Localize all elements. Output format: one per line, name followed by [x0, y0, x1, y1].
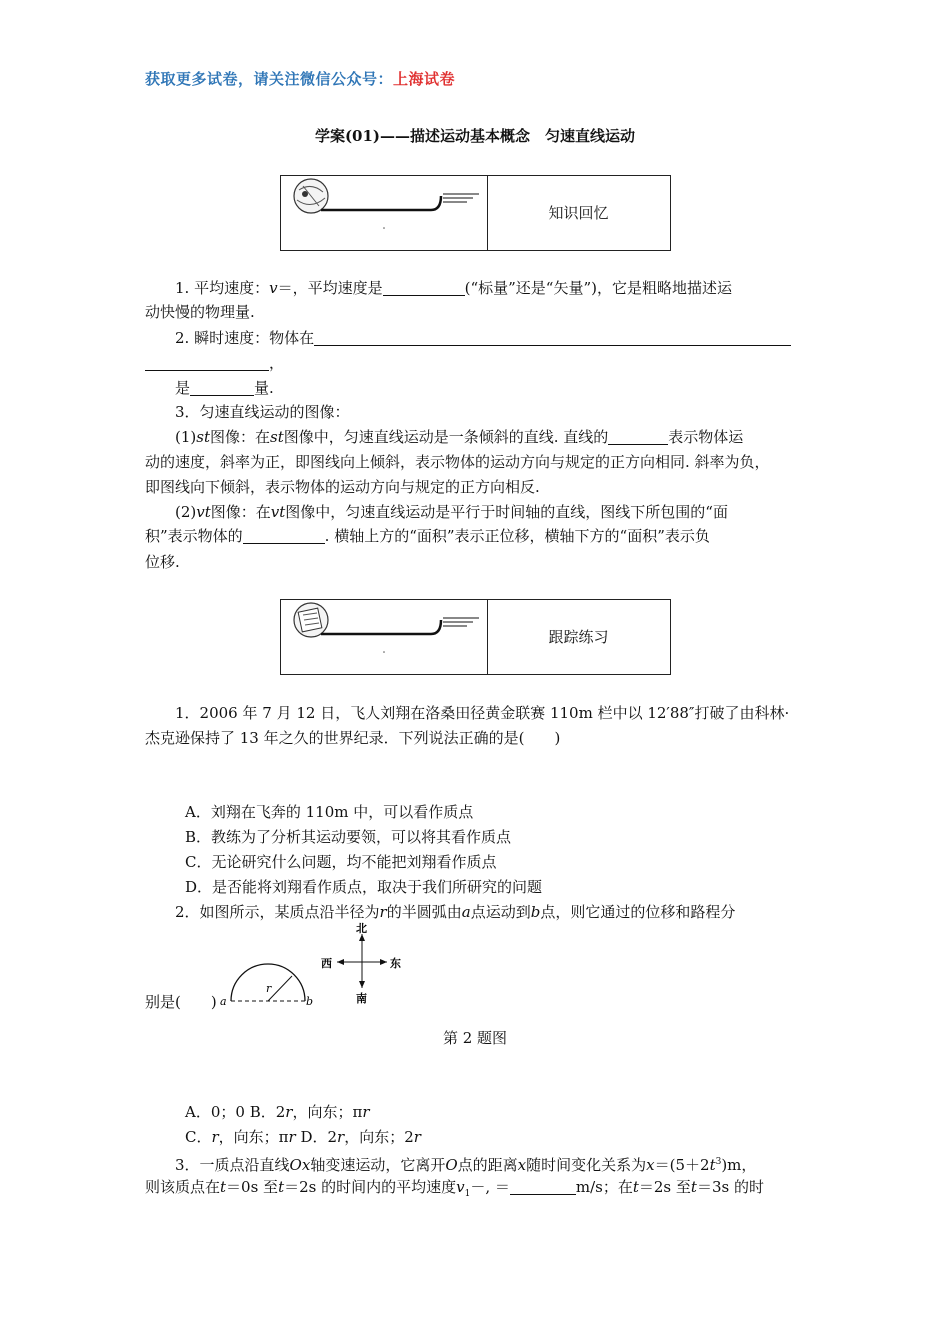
recall-line-9: 即图线向下倾斜，表示物体的运动方向与规定的正方向相反. [145, 478, 540, 496]
recall-line-8: 动的速度，斜率为正，即图线向上倾斜，表示物体的运动方向与规定的正方向相同. 斜率为负， [145, 453, 770, 471]
compass-south: 南 [356, 992, 367, 1005]
banner-swoosh [321, 196, 441, 210]
q2-options-row-2: C．r，向东；πr D．2r，向东；2r [185, 1128, 421, 1146]
fig-label-a: a [220, 995, 227, 1008]
recall-line-12: 位移. [145, 553, 180, 571]
compass-east: 东 [390, 957, 401, 970]
recall-line-3: 2. 瞬时速度：物体在 [145, 326, 840, 350]
figure-caption: 第 2 题图 [442, 1029, 508, 1047]
q2-options-row-1: A．0；0 B．2r，向东；πr [185, 1103, 370, 1121]
q2-line-2: 别是( ) [145, 993, 217, 1011]
section-banner-practice [280, 599, 671, 675]
q1-option-a: A．刘翔在飞奔的 110m 中，可以看作质点 [185, 803, 474, 821]
recall-line-6: 3．匀速直线运动的图像： [175, 403, 350, 421]
recall-line-4: ， [145, 351, 810, 375]
q1-option-d: D．是否能将刘翔看作质点，取决于我们所研究的问题 [185, 878, 543, 896]
q1-line-2: 杰克逊保持了 13 年之久的世界纪录．下列说法正确的是( ) [145, 729, 561, 747]
compass-figure [315, 918, 415, 1006]
recall-line-2: 动快慢的物理量. [145, 303, 255, 321]
recall-line-1: 1. 平均速度：v＝，平均速度是 (“标量”还是“矢量”)，它是粗略地描述运 [175, 279, 732, 297]
recall-line-10: (2)vt图像：在vt图像中，匀速直线运动是平行于时间轴的直线，图线下所包围的“面 [175, 503, 728, 521]
radius-line [268, 976, 292, 1001]
header-prefix: 获取更多试卷，请关注微信公众号： [145, 70, 394, 88]
banner-graphic [281, 176, 487, 250]
arrow-south-icon [359, 981, 365, 988]
q1-option-b: B．教练为了分析其运动要领，可以将其看作质点 [185, 828, 512, 846]
q3-line-2: 则该质点在t＝0s 至t＝2s 的时间内的平均速度$v_1-$, ＝ m/s；在t＝2s 至t＝3s 的时 [145, 1178, 764, 1199]
compass-north: 北 [356, 922, 367, 935]
recall-line-5: 是 量. [175, 379, 274, 397]
recall-line-11: 积”表示物体的 . 横轴上方的“面积”表示正位移，横轴下方的“面积”表示负 [145, 527, 710, 545]
header-brand: 上海试卷 [393, 70, 456, 88]
arrow-north-icon [359, 934, 365, 941]
fig-label-b: b [306, 995, 314, 1008]
q2-line-1: 2．如图所示，某质点沿半径为r的半圆弧由a点运动到b点，则它通过的位移和路程分 [175, 903, 736, 921]
recall-line-7: (1)st图像：在st图像中，匀速直线运动是一条倾斜的直线. 直线的 表示物体运 [175, 428, 744, 446]
semicircle-figure [218, 960, 318, 1010]
compass-west: 西 [321, 957, 332, 970]
q3-line-1: 3．一质点沿直线Ox轴变速运动，它离开O点的距离x随时间变化关系为$x=(5+2t^3)m$， [175, 1156, 757, 1174]
arrow-west-icon [337, 959, 344, 965]
page-title: 学案(01)——描述运动基本概念 匀速直线运动 [314, 127, 636, 145]
arrow-east-icon [380, 959, 387, 965]
fig-label-r: r [266, 982, 272, 995]
banner-graphic [281, 600, 487, 674]
banner-label-recall: 知识回忆 [548, 204, 609, 222]
header-promo [145, 68, 455, 89]
section-banner-recall [280, 175, 671, 251]
q1-line-1: 1．2006 年 7 月 12 日，飞人刘翔在洛桑田径黄金联赛 110m 栏中以 12′88″打破了由科林· [175, 704, 790, 722]
banner-swoosh [321, 620, 441, 634]
banner-label-practice: 跟踪练习 [548, 628, 609, 646]
q1-option-c: C．无论研究什么问题，均不能把刘翔看作质点 [185, 853, 497, 871]
